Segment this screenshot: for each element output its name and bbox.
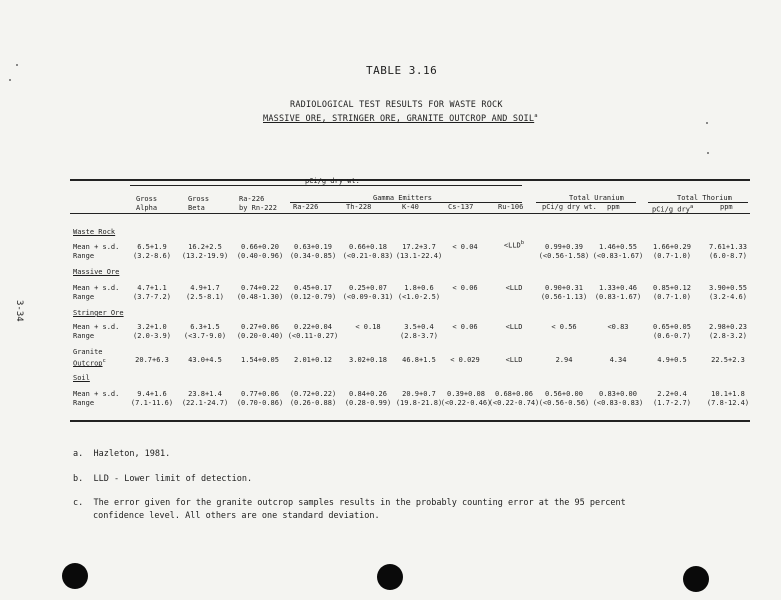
- cell-mean: 0.90+0.31: [545, 284, 583, 292]
- cell: [286, 243, 340, 261]
- subtitle-footnote-mark: a: [534, 113, 538, 119]
- cell: [704, 284, 752, 302]
- header-bottom-rule: [70, 213, 750, 214]
- cell: [646, 284, 698, 302]
- cs137-header: Cs-137: [448, 203, 474, 211]
- row-label-range: Range: [73, 399, 95, 407]
- units-header: pCi/g dry wt.: [305, 177, 360, 185]
- cell-mean: 0.27+0.06: [241, 323, 279, 331]
- cell-range: (<0.83-0.83): [592, 399, 644, 407]
- cell-range: (22.1-24.7): [181, 399, 229, 407]
- cell: [180, 243, 230, 261]
- cell-mean: 7.61+1.33: [709, 243, 747, 251]
- cell-mean: 2.2+0.4: [657, 390, 687, 398]
- k40-header: K-40: [402, 203, 419, 211]
- binder-hole-center: [377, 564, 403, 590]
- thorium-pci-text: pCi/g dry: [652, 205, 690, 214]
- gross-alpha-header-line1: Gross: [136, 195, 158, 203]
- footnote-mark: c.: [73, 498, 84, 508]
- ra226-rn222-header: [239, 195, 277, 213]
- cell-range: (<1.0-2.5): [397, 293, 441, 301]
- row-label-mean: Mean + s.d.: [73, 243, 120, 251]
- gross-beta-header-line2: Beta: [188, 204, 205, 212]
- footnote-text: The error given for the granite outcrop samples results in the probably counting error at the 95 percent: [93, 498, 626, 508]
- cell-range: (1.7-2.7): [653, 399, 691, 407]
- row-label-range: Range: [73, 332, 95, 340]
- granite-footnote-mark: c: [102, 358, 106, 364]
- cell-mean: 16.2+2.5: [188, 243, 222, 251]
- cell: [646, 390, 698, 408]
- cell-mean: 4.7+1.1: [137, 284, 167, 292]
- lld-footnote-mark: b: [520, 240, 525, 246]
- cell-mean: 0.84+0.26: [349, 390, 387, 398]
- footnote-text: LLD - Lower limit of detection.: [93, 474, 253, 484]
- cell-range: (0.48-1.30): [236, 293, 284, 301]
- row-label-mean: Mean + s.d.: [73, 390, 120, 398]
- cell: [394, 243, 444, 261]
- cell: [646, 323, 698, 341]
- cell-mean: 3.2+1.0: [137, 323, 167, 331]
- cell: [130, 243, 174, 261]
- cell: [496, 323, 532, 332]
- gross-beta-header-line1: Gross: [188, 195, 210, 203]
- thorium-ppm-header: ppm: [720, 203, 733, 211]
- cell-mean: 0.63+0.19: [294, 243, 332, 251]
- cell: [234, 323, 286, 341]
- total-thorium-header: Total Thorium: [677, 194, 732, 202]
- table-bottom-rule: [70, 420, 750, 422]
- cell-mean: 0.56+0.00: [545, 390, 583, 398]
- cell-range: (0.7-1.0): [653, 252, 691, 260]
- cell-mean: 1.46+0.55: [599, 243, 637, 251]
- cell-range: (0.20-0.40): [236, 332, 284, 340]
- cell-range: (<0.56-1.58): [538, 252, 590, 260]
- row-label-block: [73, 243, 119, 261]
- cell-mean: 3.5+0.4: [404, 323, 434, 331]
- cell-mean: 2.01+0.12: [294, 356, 332, 364]
- cell-mean: <LLD: [505, 323, 523, 331]
- cell: [590, 323, 646, 332]
- cell-range: (2.5-8.1): [186, 293, 224, 301]
- cell: [286, 323, 340, 341]
- cell-mean: 22.5+2.3: [711, 356, 745, 364]
- ru106-header: Ru-106: [498, 203, 524, 211]
- cell-range: (0.56-1.13): [540, 293, 588, 301]
- cell-range: (13.1-22.4): [395, 252, 443, 260]
- cell: [442, 323, 488, 332]
- thorium-pci-mark: a: [689, 204, 694, 210]
- cell-mean: 0.68+0.06: [495, 390, 533, 398]
- cell-mean: < 0.06: [452, 284, 478, 292]
- cell: [394, 323, 444, 341]
- cell-mean: 0.77+0.06: [241, 390, 279, 398]
- cell: [704, 243, 752, 261]
- scan-speck: [707, 152, 709, 154]
- cell: [488, 390, 540, 408]
- footnote-c: [73, 497, 626, 510]
- total-uranium-header: Total Uranium: [569, 194, 624, 202]
- gross-beta-header: [188, 195, 209, 213]
- cell: [234, 284, 286, 302]
- cell-mean: < 0.04: [452, 243, 478, 251]
- cell-mean: 2.98+0.23: [709, 323, 747, 331]
- cell-mean: (0.72+0.22): [289, 390, 337, 398]
- cell-range: (13.2-19.9): [181, 252, 229, 260]
- footnote-c-continued: confidence level. All others are one standard deviation.: [93, 511, 380, 521]
- row-label-mean: Mean + s.d.: [73, 323, 120, 331]
- cell-range: (2.8-3.7): [400, 332, 438, 340]
- cell: [180, 323, 230, 341]
- section-granite-outcrop: [73, 348, 106, 368]
- cell-range: (3.2-8.6): [133, 252, 171, 260]
- subtitle-line2-text: MASSIVE ORE, STRINGER ORE, GRANITE OUTCROP AND SOIL: [263, 113, 535, 124]
- section-waste-rock: Waste Rock: [73, 228, 116, 236]
- cell-mean: 23.8+1.4: [188, 390, 222, 398]
- cell-mean: 0.25+0.07: [349, 284, 387, 292]
- cell-mean: 6.5+1.9: [137, 243, 167, 251]
- cell-mean: 0.22+0.04: [294, 323, 332, 331]
- row-label-mean: Mean + s.d.: [73, 284, 120, 292]
- cell-mean: 0.66+0.18: [349, 243, 387, 251]
- cell-range: (0.28-0.99): [344, 399, 392, 407]
- cell-range: (<3.7-9.0): [183, 332, 227, 340]
- cell-mean: 9.4+1.6: [137, 390, 167, 398]
- uranium-pci-header: pCi/g dry wt.: [542, 203, 597, 211]
- cell-mean: 3.02+0.18: [349, 356, 387, 364]
- cell: [338, 323, 398, 332]
- cell-range: (0.7-1.0): [653, 293, 691, 301]
- cell-mean: 6.3+1.5: [190, 323, 220, 331]
- footnote-text: Hazleton, 1981.: [93, 449, 171, 459]
- th228-header: Th-228: [346, 203, 372, 211]
- cell: [286, 284, 340, 302]
- cell-range: (0.70-0.86): [236, 399, 284, 407]
- gross-alpha-header-line2: Alpha: [136, 204, 158, 212]
- cell-range: (0.26-0.88): [289, 399, 337, 407]
- cell: [440, 390, 492, 408]
- cell: [130, 323, 174, 341]
- ra226-rn222-header-line1: Ra-226: [239, 195, 265, 203]
- table-subtitle-line2: [263, 113, 538, 124]
- cell: [180, 284, 230, 302]
- cell-mean: 10.1+1.8: [711, 390, 745, 398]
- cell-mean: 0.66+0.20: [241, 243, 279, 251]
- cell: [338, 390, 398, 408]
- cell-range: (7.1-11.6): [130, 399, 174, 407]
- section-soil: Soil: [73, 374, 90, 382]
- cell-mean: <LLD: [503, 241, 521, 250]
- uranium-ppm-header: ppm: [607, 203, 620, 211]
- cell: [130, 390, 174, 408]
- row-label-block: [73, 323, 119, 341]
- cell-mean: 1.8+0.6: [404, 284, 434, 292]
- cell-mean: 0.39+0.08: [447, 390, 485, 398]
- cell: [394, 284, 444, 302]
- cell: [180, 390, 230, 408]
- cell: [338, 284, 398, 302]
- cell: [536, 323, 592, 332]
- cell-range: (3.7-7.2): [133, 293, 171, 301]
- cell: [590, 284, 646, 302]
- scan-speck: [16, 64, 18, 66]
- cell-mean: 1.33+0.46: [599, 284, 637, 292]
- ra226-header: Ra-226: [293, 203, 319, 211]
- cell-mean: 4.34: [609, 356, 627, 364]
- cell-range: (<0.21-0.83): [342, 252, 394, 260]
- cell-mean: 0.74+0.22: [241, 284, 279, 292]
- cell-mean: < 0.18: [355, 323, 381, 331]
- cell-mean: 4.9+0.5: [657, 356, 687, 364]
- outcrop-label: Outcrop: [73, 359, 103, 368]
- gross-alpha-header: [136, 195, 157, 213]
- cell-range: (2.0-3.9): [133, 332, 171, 340]
- row-label-range: Range: [73, 293, 95, 301]
- cell: [536, 284, 592, 302]
- cell: [442, 243, 488, 252]
- cell-mean: 46.8+1.5: [402, 356, 436, 364]
- cell-range: (0.34-0.85): [289, 252, 337, 260]
- cell-range: (<0.22-0.74): [488, 399, 540, 407]
- cell-mean: <LLD: [505, 284, 523, 292]
- cell-mean: < 0.56: [551, 323, 577, 331]
- gamma-emitters-header: Gamma Emitters: [373, 194, 433, 202]
- cell-range: (0.12-0.79): [289, 293, 337, 301]
- cell: [234, 390, 286, 408]
- cell-range: (6.0-8.7): [709, 252, 747, 260]
- footnote-b: [73, 473, 252, 486]
- cell-range: (3.2-4.6): [709, 293, 747, 301]
- row-label-block: [73, 390, 119, 408]
- cell-mean: < 0.029: [450, 356, 480, 364]
- cell-mean: 20.9+0.7: [402, 390, 436, 398]
- cell: [286, 390, 340, 408]
- cell: [338, 243, 398, 261]
- row-label-range: Range: [73, 252, 95, 260]
- cell-mean: 3.90+0.55: [709, 284, 747, 292]
- table-title: TABLE 3.16: [366, 64, 438, 77]
- cell-mean: 2.94: [555, 356, 573, 364]
- page-number: 3-34: [14, 300, 24, 322]
- cell-mean: 1.54+0.05: [241, 356, 279, 364]
- cell: [590, 243, 646, 261]
- footnote-mark: a.: [73, 449, 84, 459]
- scan-speck: [9, 79, 11, 81]
- cell: [704, 323, 752, 341]
- cell-range: (<0.11-0.27): [287, 332, 339, 340]
- cell-mean: 1.66+0.29: [653, 243, 691, 251]
- cell: [234, 243, 286, 261]
- cell-mean: 43.0+4.5: [188, 356, 222, 364]
- cell: [394, 390, 444, 408]
- cell-mean: 0.99+0.39: [545, 243, 583, 251]
- cell-mean: 20.7+6.3: [135, 356, 169, 364]
- cell-range: (<0.09-0.31): [342, 293, 394, 301]
- cell-range: (7.8-12.4): [706, 399, 750, 407]
- cell: [536, 390, 592, 408]
- cell-range: (<0.56-0.56): [538, 399, 590, 407]
- cell: [536, 243, 592, 261]
- cell-range: (19.8-21.8): [395, 399, 443, 407]
- cell-mean: 0.45+0.17: [294, 284, 332, 292]
- cell: [496, 239, 532, 250]
- cell-range: (0.40-0.96): [236, 252, 284, 260]
- binder-hole-left: [62, 563, 88, 589]
- cell-mean: 17.2+3.7: [402, 243, 436, 251]
- cell: [646, 243, 698, 261]
- cell-mean: 0.85+0.12: [653, 284, 691, 292]
- section-massive-ore: Massive Ore: [73, 268, 120, 276]
- section-stringer-ore: Stringer Ore: [73, 309, 124, 317]
- cell-range: (2.8-3.2): [709, 332, 747, 340]
- cell-mean: <LLD: [505, 356, 523, 364]
- cell-range: (<0.83-1.67): [592, 252, 644, 260]
- cell: [442, 284, 488, 293]
- cell-mean: 4.9+1.7: [190, 284, 220, 292]
- cell-mean: < 0.06: [452, 323, 478, 331]
- ra226-rn222-header-line2: by Rn-222: [239, 204, 277, 212]
- cell-mean: 0.83+0.00: [599, 390, 637, 398]
- cell-range: (0.6-0.7): [653, 332, 691, 340]
- cell-range: (<0.22-0.46): [440, 399, 492, 407]
- granite-label: Granite: [73, 348, 103, 356]
- row-label-block: [73, 284, 119, 302]
- cell: [130, 284, 174, 302]
- cell: [704, 390, 752, 408]
- scan-speck: [706, 122, 708, 124]
- table-subtitle-line1: RADIOLOGICAL TEST RESULTS FOR WASTE ROCK: [290, 100, 503, 110]
- cell-mean: <0.83: [607, 323, 629, 331]
- cell-mean: 0.65+0.05: [653, 323, 691, 331]
- binder-hole-right: [683, 566, 709, 592]
- thorium-pci-header: [652, 203, 693, 214]
- cell: [590, 390, 646, 408]
- table-top-rule: [70, 179, 750, 181]
- cell: [496, 284, 532, 293]
- cell-range: (0.83-1.67): [594, 293, 642, 301]
- footnote-a: [73, 448, 170, 461]
- footnote-mark: b.: [73, 474, 84, 484]
